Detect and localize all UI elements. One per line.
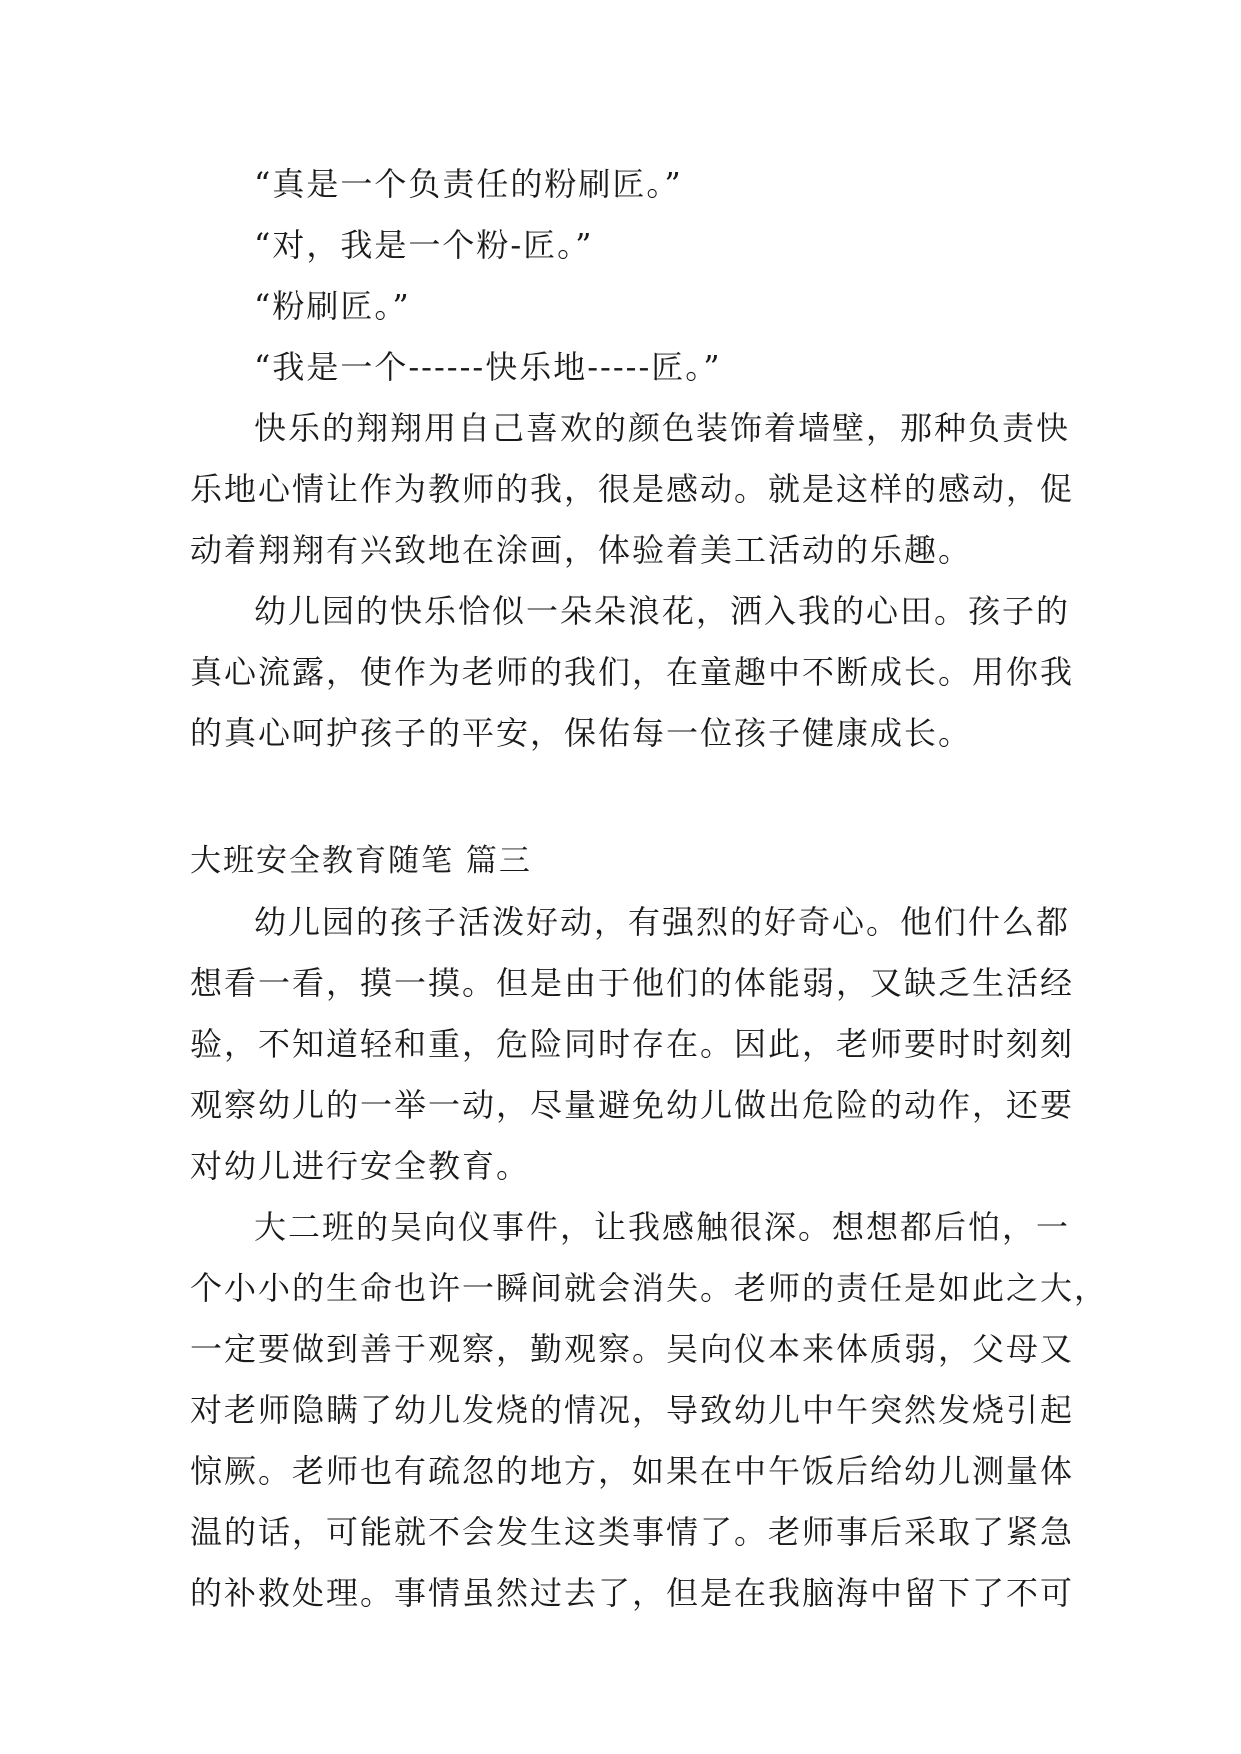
dialogue-line: “粉刷匠。” [254, 287, 411, 325]
paragraph-line: 对老师隐瞒了幼儿发烧的情况，导致幼儿中午突然发烧引起 [190, 1391, 1075, 1429]
paragraph-line: 个小小的生命也许一瞬间就会消失。老师的责任是如此之大， [190, 1269, 1109, 1307]
paragraph-line: 幼儿园的孩子活泼好动，有强烈的好奇心。他们什么都 [254, 903, 1071, 941]
paragraph-line: 大二班的吴向仪事件，让我感触很深。想想都后怕，一 [254, 1208, 1071, 1246]
dialogue-line: “我是一个------快乐地-----匠。” [254, 348, 722, 386]
paragraph-line: 一定要做到善于观察，勤观察。吴向仪本来体质弱，父母又 [190, 1330, 1075, 1368]
dialogue-line: “真是一个负责任的粉刷匠。” [254, 165, 683, 203]
paragraph-line: 惊厥。老师也有疏忽的地方，如果在中午饭后给幼儿测量体 [190, 1452, 1075, 1490]
dialogue-block [190, 154, 1050, 398]
paragraph-line: 验，不知道轻和重，危险同时存在。因此，老师要时时刻刻 [190, 1025, 1075, 1063]
paragraph-line: 想看一看，摸一摸。但是由于他们的体能弱，又缺乏生活经 [190, 964, 1075, 1002]
paragraph-2 [190, 581, 1075, 764]
section-gap [190, 764, 1050, 831]
paragraph-4 [190, 1197, 1109, 1624]
paragraph-line: 温的话，可能就不会发生这类事情了。老师事后采取了紧急 [190, 1513, 1075, 1551]
paragraph-3 [190, 892, 1075, 1197]
paragraph-line: 乐地心情让作为教师的我，很是感动。就是这样的感动，促 [190, 470, 1075, 508]
paragraph-line: 观察幼儿的一举一动，尽量避免幼儿做出危险的动作，还要 [190, 1086, 1075, 1124]
paragraph-line: 的真心呵护孩子的平安，保佑每一位孩子健康成长。 [190, 714, 973, 752]
paragraph-line: 的补救处理。事情虽然过去了，但是在我脑海中留下了不可 [190, 1574, 1075, 1612]
document-body [190, 154, 1109, 1624]
section-heading: 大班安全教育随笔 篇三 [190, 843, 532, 879]
dialogue-line: “对，我是一个粉-匠。” [254, 226, 594, 264]
paragraph-line: 幼儿园的快乐恰似一朵朵浪花，洒入我的心田。孩子的 [254, 592, 1071, 630]
paragraph-line: 真心流露，使作为老师的我们，在童趣中不断成长。用你我 [190, 653, 1075, 691]
paragraph-line: 快乐的翔翔用自己喜欢的颜色装饰着墙壁，那种负责快 [254, 409, 1071, 447]
paragraph-line: 动着翔翔有兴致地在涂画，体验着美工活动的乐趣。 [190, 531, 973, 569]
paragraph-line: 对幼儿进行安全教育。 [190, 1147, 531, 1185]
paragraph-1 [190, 398, 1075, 581]
